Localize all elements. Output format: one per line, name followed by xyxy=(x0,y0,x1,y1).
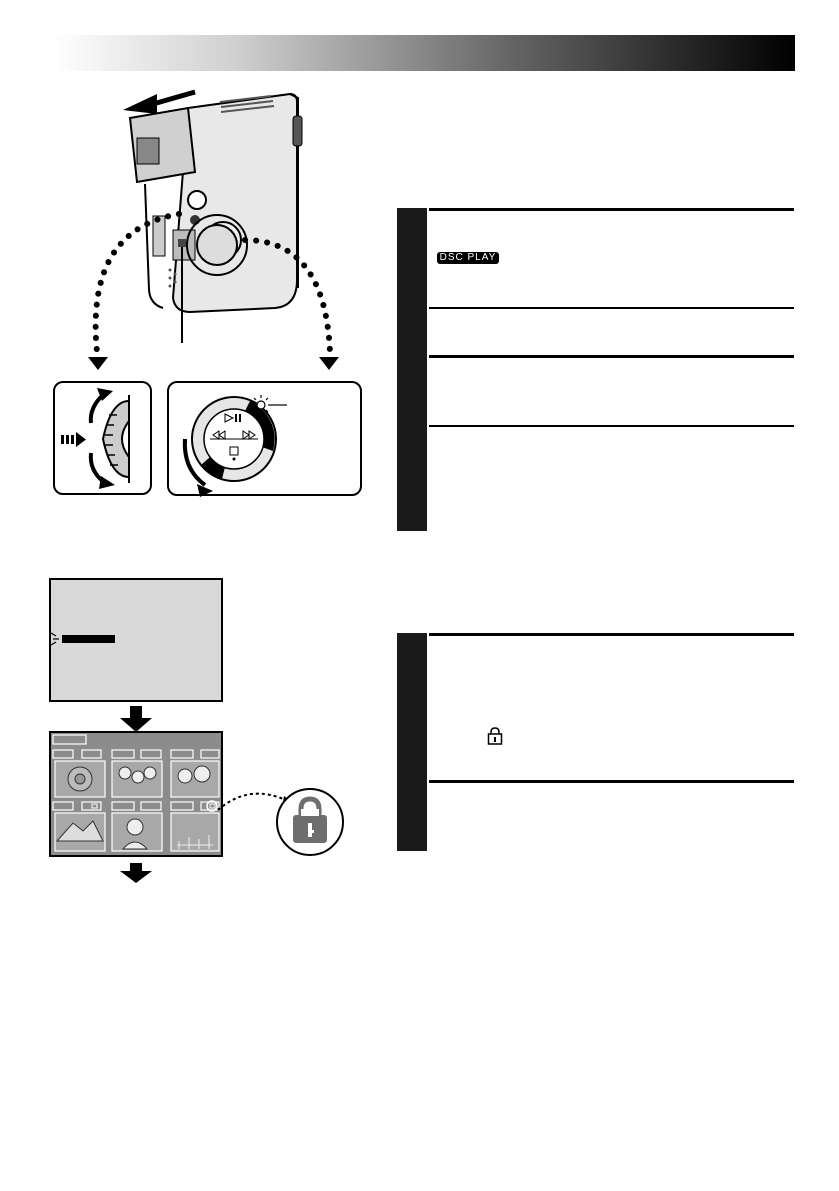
dial-detail-box xyxy=(53,381,153,496)
down-arrow-icon xyxy=(120,706,152,732)
step-divider xyxy=(429,780,794,783)
step-divider xyxy=(429,208,794,211)
menu-highlight-bar xyxy=(62,635,115,643)
protect-icon xyxy=(487,727,503,745)
step-divider xyxy=(429,633,794,636)
lcd-menu-screen xyxy=(49,578,223,702)
section-header-bar xyxy=(52,35,795,71)
step-divider xyxy=(429,355,794,358)
slide-direction-arrow xyxy=(153,92,195,104)
down-arrow-icon xyxy=(120,863,152,883)
step-tab-2 xyxy=(397,633,427,851)
control-dial-detail-box xyxy=(167,381,363,498)
step-divider xyxy=(429,307,794,309)
step-tab-1 xyxy=(397,208,427,531)
dsc-play-badge: DSC PLAY xyxy=(437,252,499,264)
step-divider xyxy=(429,425,794,427)
camcorder-illustration xyxy=(45,80,375,380)
lock-icon xyxy=(275,787,345,857)
index-thumbnail-screen xyxy=(49,731,223,857)
flower-thumbnail xyxy=(68,767,92,791)
